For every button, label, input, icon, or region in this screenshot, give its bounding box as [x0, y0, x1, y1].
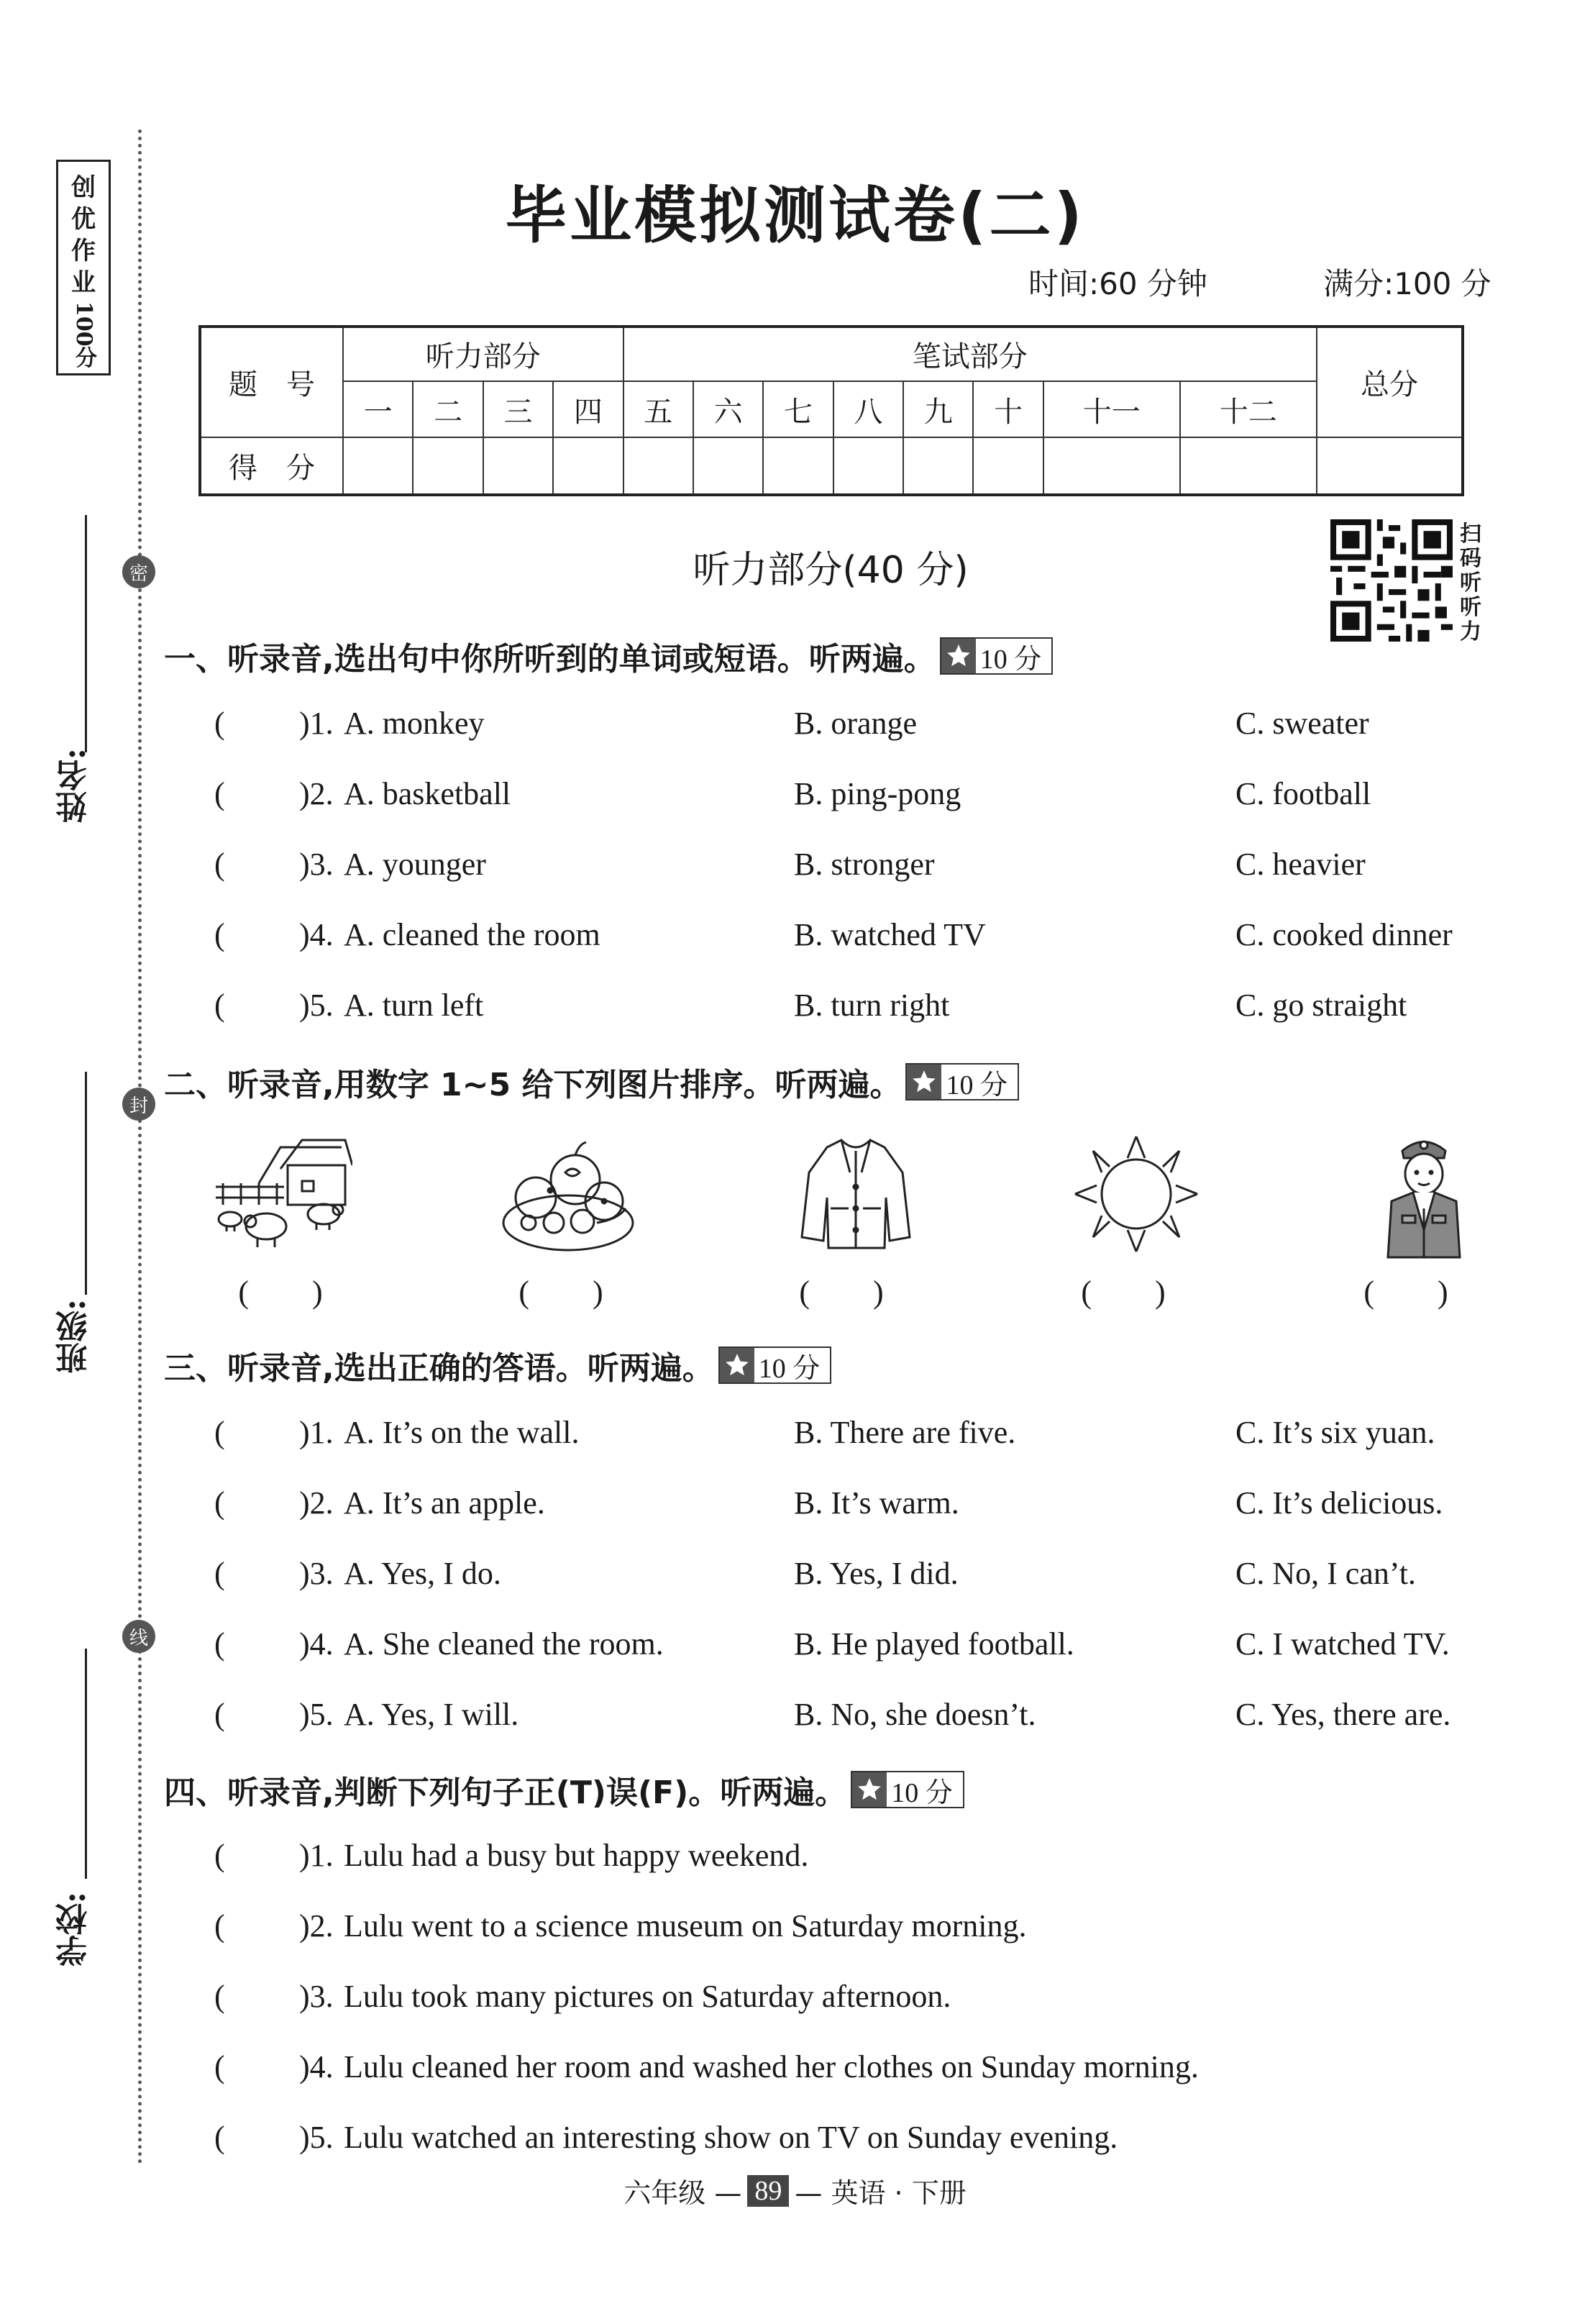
question-row [214, 705, 1509, 748]
scan-char: 码 [1460, 546, 1481, 571]
option-c: C. go straight [1235, 988, 1407, 1023]
option-b: B. turn right [794, 988, 950, 1023]
answer-paren[interactable]: ( [214, 988, 225, 1023]
option-b: B. ping-pong [794, 776, 961, 811]
total-score-cell[interactable] [1317, 437, 1463, 495]
brand-score: 100分 [71, 301, 96, 368]
statement-text: Lulu watched an interesting show on TV on Sunday evening. [344, 2120, 1118, 2155]
answer-paren[interactable]: ( [214, 917, 225, 952]
score-table [198, 325, 1464, 496]
seal-xian: 线 [122, 1620, 155, 1653]
binding-dotted-line [138, 129, 142, 2165]
jacket-picture [784, 1129, 928, 1259]
scan-char: 力 [1460, 619, 1481, 644]
option-a: A. She cleaned the room. [344, 1626, 664, 1662]
option-c: C. sweater [1235, 706, 1369, 741]
option-c: C. No, I can’t. [1235, 1556, 1416, 1591]
option-a: A. turn left [344, 988, 484, 1023]
answer-paren[interactable]: ( [214, 706, 225, 741]
option-a: A. basketball [344, 776, 511, 811]
option-a: A. It’s on the wall. [344, 1415, 580, 1450]
points-badge [940, 637, 1054, 675]
score-cell[interactable] [833, 437, 903, 495]
question-number: 十 [973, 381, 1043, 437]
seal-feng: 封 [122, 1088, 155, 1121]
sun-picture [1064, 1129, 1208, 1259]
farm-sheep-picture [209, 1129, 352, 1259]
statement-row [214, 1837, 1509, 1880]
question-number: )5. [299, 2120, 334, 2155]
points-value: 10 分 [946, 1070, 1008, 1101]
question-number: )2. [299, 776, 334, 811]
statement-row [214, 1978, 1509, 2021]
points-badge [718, 1346, 832, 1384]
scan-char: 扫 [1460, 521, 1481, 547]
option-b: B. He played football. [794, 1626, 1074, 1662]
score-cell[interactable] [623, 437, 693, 495]
question-number: 十二 [1180, 381, 1317, 437]
section-3-title [164, 1342, 831, 1388]
section-1-title [164, 633, 1053, 679]
question-number: 十一 [1043, 381, 1180, 437]
option-c: C. heavier [1235, 847, 1366, 882]
option-b: B. Yes, I did. [794, 1556, 959, 1591]
score-cell[interactable] [413, 437, 483, 495]
question-number: 八 [833, 381, 903, 437]
option-c: C. I watched TV. [1235, 1626, 1450, 1662]
section-2-title [164, 1059, 1019, 1105]
statement-row [214, 2049, 1509, 2092]
question-number: 二 [413, 381, 483, 437]
question-number: )3. [299, 1556, 334, 1591]
order-blank[interactable]: ( ) [1081, 1275, 1166, 1310]
score-cell[interactable] [343, 437, 413, 495]
question-number: )1. [299, 1838, 334, 1873]
brand-char: 优 [71, 205, 96, 234]
option-a: A. younger [344, 847, 486, 882]
question-number: 七 [763, 381, 833, 437]
question-number: )3. [299, 1979, 334, 2014]
score-cell[interactable] [483, 437, 553, 495]
order-blank[interactable]: ( ) [238, 1275, 323, 1310]
question-number: )4. [299, 1626, 334, 1662]
footer-subject: — 英语 · 下册 [795, 2177, 967, 2209]
question-number: )3. [299, 847, 334, 882]
question-number: )2. [299, 1908, 334, 1943]
answer-paren[interactable]: ( [214, 1626, 225, 1662]
question-number: 一 [343, 381, 413, 437]
option-a: A. Yes, I do. [344, 1556, 501, 1591]
brand-char: 作 [71, 237, 96, 265]
answer-paren[interactable]: ( [214, 847, 225, 882]
answer-paren[interactable]: ( [214, 1556, 225, 1591]
question-number: )5. [299, 988, 334, 1023]
option-b: B. watched TV [794, 917, 986, 952]
score-cell[interactable] [903, 437, 973, 495]
total-header: 总分 [1317, 327, 1463, 437]
option-a: A. cleaned the room [344, 917, 600, 952]
answer-paren[interactable]: ( [214, 2049, 225, 2084]
option-b: B. There are five. [794, 1415, 1016, 1450]
score-label: 得 分 [200, 437, 343, 495]
row-label: 题 号 [200, 327, 343, 437]
question-row [214, 1485, 1509, 1528]
option-b: B. stronger [794, 847, 935, 882]
star-icon [941, 639, 976, 673]
page-number: 89 [747, 2175, 789, 2207]
scan-char: 听 [1460, 570, 1481, 596]
star-icon [720, 1348, 754, 1382]
footer-grade: 六年级 — [623, 2177, 742, 2209]
statement-text: Lulu had a busy but happy weekend. [344, 1838, 809, 1873]
question-row [214, 1696, 1509, 1739]
question-row [214, 987, 1509, 1030]
brand-char: 业 [71, 268, 96, 297]
statement-row [214, 2119, 1509, 2162]
option-a: A. monkey [344, 706, 485, 741]
question-number: )1. [299, 706, 334, 741]
option-c: C. football [1235, 776, 1371, 811]
points-badge [851, 1771, 964, 1808]
option-b: B. orange [794, 706, 918, 741]
score-cell[interactable] [1043, 437, 1180, 495]
listening-header: 听力部分 [343, 327, 623, 381]
answer-paren[interactable]: ( [214, 1908, 225, 1943]
question-row [214, 1414, 1509, 1457]
points-value: 10 分 [891, 1777, 953, 1808]
question-number: )4. [299, 2049, 334, 2084]
name-label: 姓名: [56, 748, 93, 824]
option-c: C. cooked dinner [1235, 917, 1453, 952]
option-b: B. It’s warm. [794, 1485, 959, 1521]
statement-text: Lulu took many pictures on Saturday afternoon. [344, 1979, 951, 2014]
option-a: A. It’s an apple. [344, 1485, 545, 1521]
answer-paren[interactable]: ( [214, 2120, 225, 2155]
scan-char: 听 [1460, 595, 1481, 620]
listening-heading: 听力部分(40 分) [693, 549, 969, 592]
order-blank[interactable]: ( ) [1363, 1275, 1448, 1310]
option-c: C. It’s delicious. [1235, 1485, 1443, 1521]
question-row [214, 775, 1509, 819]
class-label: 班级: [56, 1299, 93, 1375]
section-1-text: 一、听录音,选出句中你所听到的单词或短语。听两遍。 [164, 641, 936, 678]
question-number: )5. [299, 1697, 334, 1732]
score-cell[interactable] [1180, 437, 1317, 495]
score-cell[interactable] [973, 437, 1043, 495]
star-icon [907, 1065, 941, 1099]
question-number: 四 [553, 381, 623, 437]
order-blank[interactable]: ( ) [518, 1275, 603, 1310]
question-row [214, 1555, 1509, 1598]
order-blank[interactable]: ( ) [799, 1275, 884, 1310]
question-number: 六 [693, 381, 763, 437]
qr-code-icon[interactable] [1330, 519, 1453, 642]
scan-to-listen-label [1460, 522, 1484, 644]
page-footer [0, 2171, 1590, 2210]
question-number: )1. [299, 1415, 334, 1450]
section-4-text: 四、听录音,判断下列句子正(T)误(F)。听两遍。 [164, 1774, 847, 1811]
option-a: A. Yes, I will. [344, 1697, 519, 1732]
question-number: )2. [299, 1485, 334, 1521]
star-icon [852, 1772, 887, 1807]
answer-paren[interactable]: ( [214, 1697, 225, 1732]
seal-mi: 密 [122, 555, 155, 588]
points-badge [905, 1063, 1019, 1101]
score-cell[interactable] [763, 437, 833, 495]
option-b: B. No, she doesn’t. [794, 1697, 1036, 1732]
page-title: 毕业模拟测试卷(二) [505, 180, 1085, 252]
answer-paren[interactable]: ( [214, 1838, 225, 1873]
question-row [214, 846, 1509, 889]
answer-paren[interactable]: ( [214, 776, 225, 811]
answer-paren[interactable]: ( [214, 1415, 225, 1450]
brand-char: 创 [71, 173, 96, 202]
score-cell[interactable] [553, 437, 623, 495]
option-c: C. It’s six yuan. [1235, 1415, 1435, 1450]
question-number: 五 [623, 381, 693, 437]
score-cell[interactable] [693, 437, 763, 495]
section-3-text: 三、听录音,选出正确的答语。听两遍。 [164, 1350, 714, 1387]
statement-text: Lulu went to a science museum on Saturday morning. [344, 1908, 1027, 1943]
question-number: 九 [903, 381, 973, 437]
question-row [214, 916, 1509, 960]
statement-row [214, 1908, 1509, 1951]
question-number: )4. [299, 917, 334, 952]
option-c: C. Yes, there are. [1235, 1697, 1451, 1732]
time-limit: 时间:60 分钟 [1028, 266, 1207, 301]
answer-paren[interactable]: ( [214, 1979, 225, 2014]
statement-text: Lulu cleaned her room and washed her clothes on Sunday morning. [344, 2049, 1199, 2084]
answer-paren[interactable]: ( [214, 1485, 225, 1521]
section-2-text: 二、听录音,用数字 1~5 给下列图片排序。听两遍。 [164, 1067, 902, 1103]
points-value: 10 分 [979, 644, 1042, 675]
class-line[interactable] [85, 1072, 87, 1295]
school-line[interactable] [85, 1649, 87, 1879]
written-header: 笔试部分 [623, 327, 1317, 381]
fruit-plate-picture [496, 1129, 640, 1259]
police-officer-picture [1352, 1129, 1496, 1259]
full-score: 满分:100 分 [1323, 266, 1491, 301]
points-value: 10 分 [758, 1353, 821, 1384]
question-number: 三 [483, 381, 553, 437]
question-row [214, 1626, 1509, 1669]
section-4-title [164, 1767, 964, 1813]
school-label: 学校: [56, 1892, 93, 1967]
